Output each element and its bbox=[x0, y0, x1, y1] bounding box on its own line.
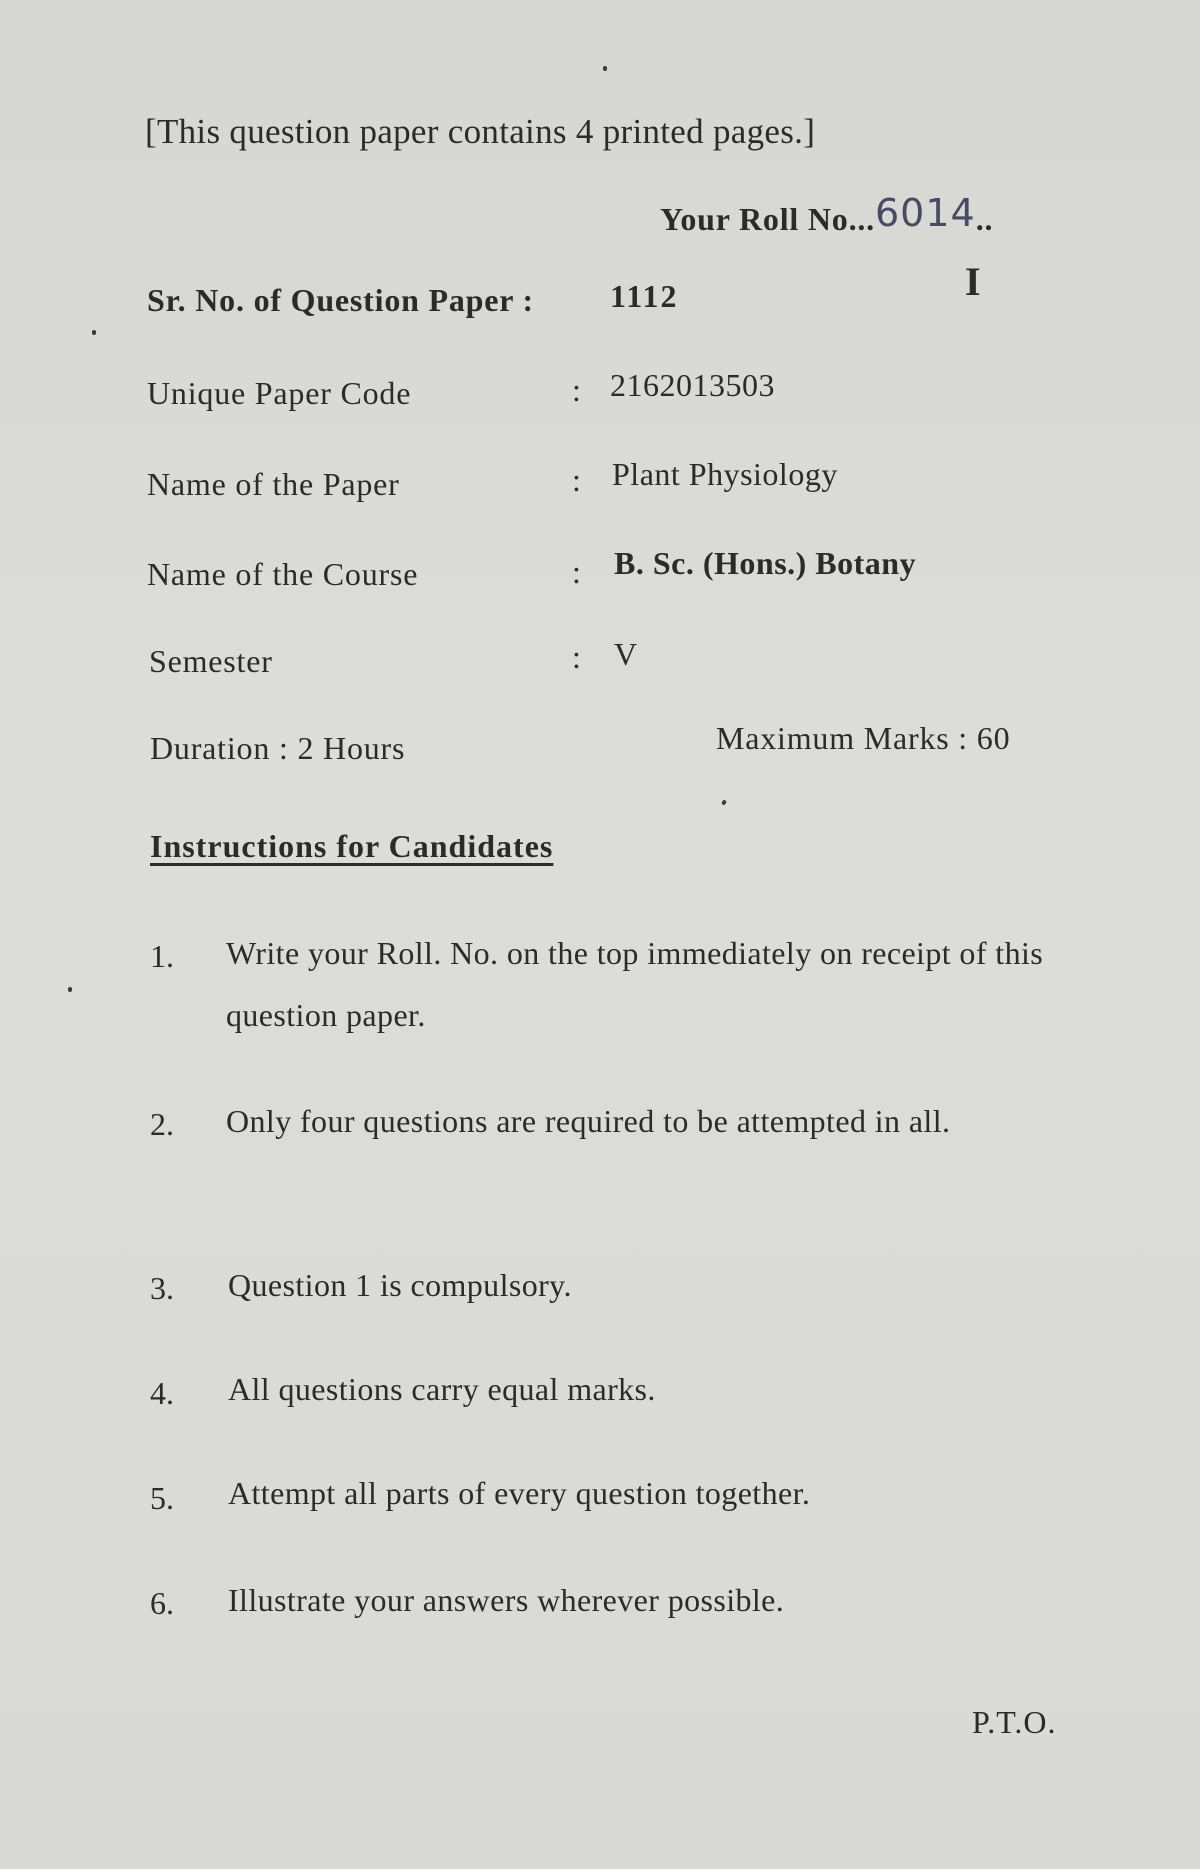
roll-number-label: Your Roll No... bbox=[660, 201, 875, 237]
instruction-number: 3. bbox=[150, 1270, 174, 1306]
page-count-note: [This question paper contains 4 printed pages.] bbox=[145, 112, 816, 151]
detail-value-sr-no: 1112 bbox=[610, 278, 679, 314]
instruction-number: 4. bbox=[150, 1375, 174, 1411]
set-mark: I bbox=[965, 259, 981, 304]
instructions-title: Instructions for Candidates bbox=[150, 828, 554, 864]
detail-value-paper-name: Plant Physiology bbox=[612, 456, 838, 492]
ink-speck bbox=[92, 330, 96, 335]
detail-label-paper-code: Unique Paper Code bbox=[147, 375, 412, 411]
instruction-text: All questions carry equal marks. bbox=[228, 1371, 656, 1407]
maximum-marks: Maximum Marks : 60 bbox=[716, 720, 1011, 756]
roll-number-line bbox=[660, 191, 994, 239]
ink-speck bbox=[721, 799, 727, 805]
detail-label-semester: Semester bbox=[149, 643, 273, 679]
roll-number-value: 6014 bbox=[874, 191, 976, 235]
roll-number-dots: .. bbox=[975, 201, 994, 237]
detail-value-paper-code: 2162013503 bbox=[610, 367, 775, 403]
instruction-number: 5. bbox=[150, 1480, 174, 1516]
instruction-text: Write your Roll. No. on the top immediately on receipt of this question paper. bbox=[226, 935, 1044, 1033]
detail-colon-paper-code: : bbox=[572, 372, 581, 408]
instruction-number: 2. bbox=[150, 1106, 174, 1142]
detail-colon-semester: : bbox=[572, 639, 581, 675]
detail-colon-course: : bbox=[572, 554, 581, 590]
instruction-number: 6. bbox=[150, 1585, 174, 1621]
instruction-text: Question 1 is compulsory. bbox=[228, 1267, 572, 1303]
duration: Duration : 2 Hours bbox=[150, 730, 406, 766]
detail-label-paper-name: Name of the Paper bbox=[147, 466, 400, 502]
please-turn-over: P.T.O. bbox=[972, 1704, 1057, 1740]
detail-colon-paper-name: : bbox=[572, 462, 581, 498]
ink-speck bbox=[68, 987, 72, 992]
instruction-text: Attempt all parts of every question together. bbox=[228, 1475, 811, 1511]
detail-value-course: B. Sc. (Hons.) Botany bbox=[614, 545, 917, 581]
detail-value-semester: V bbox=[614, 636, 638, 672]
detail-label-course: Name of the Course bbox=[147, 556, 419, 592]
instruction-text: Only four questions are required to be attempted in all. bbox=[226, 1103, 951, 1139]
instruction-number: 1. bbox=[150, 938, 174, 974]
detail-label-sr-no: Sr. No. of Question Paper : bbox=[147, 282, 534, 318]
instruction-text: Illustrate your answers wherever possible. bbox=[228, 1582, 785, 1618]
ink-speck bbox=[603, 66, 607, 71]
